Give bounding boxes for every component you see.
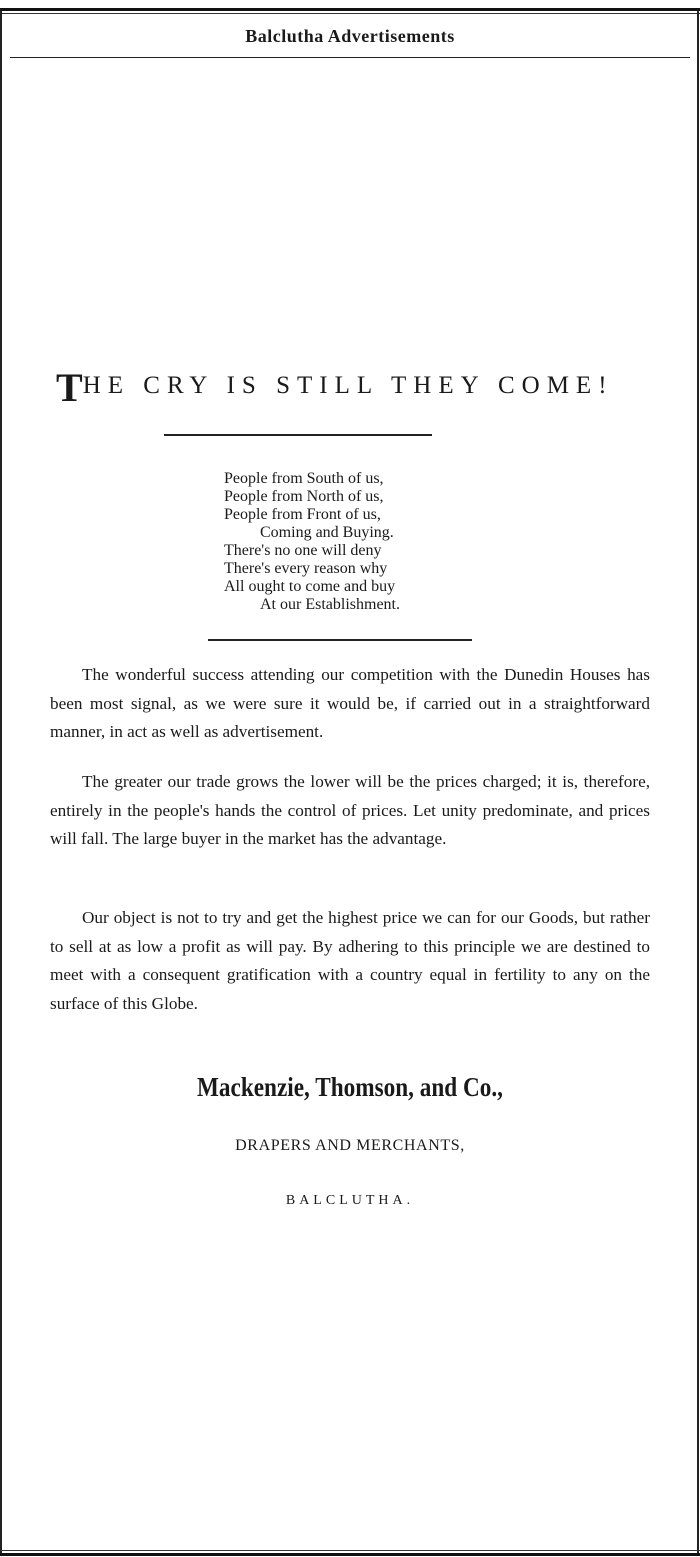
- verse-line: There's no one will deny: [224, 542, 382, 559]
- firm-location: BALCLUTHA.: [285, 1193, 415, 1208]
- verse-line: All ought to come and buy: [224, 578, 396, 595]
- verse-line: People from South of us,: [224, 470, 384, 487]
- verse-top-rule: [164, 434, 432, 436]
- verse-line: At our Establishment.: [260, 596, 400, 613]
- top-border-rule: [0, 8, 700, 11]
- body-paragraph: The greater our trade grows the lower will be the prices charged; it is, therefore, entirely in the people's hands the control of prices. Let unity predominate, and prices will fall. The large buyer in the market has the advantage.: [50, 772, 650, 848]
- firm-name: Mackenzie, Thomson, and Co.,: [197, 1072, 503, 1102]
- headline-text: HE CRY IS STILL THEY COME!: [82, 372, 614, 399]
- left-border-rule: [0, 10, 2, 1553]
- verse-bottom-rule: [208, 639, 472, 641]
- body-paragraph: Our object is not to try and get the highest price we can for our Goods, but rather to sell at as low a profit as will pay. By adhering to this principle we are destined to meet with a consequent gratification with a country equal in fertility to any on the surface of this Globe.: [50, 908, 650, 1013]
- verse-line: There's every reason why: [224, 560, 388, 577]
- body-paragraph: The wonderful success attending our competition with the Dunedin Houses has been most signal, as we were sure it would be, if carried out in a straightforward manner, in act as well as advertisement.: [50, 665, 650, 741]
- top-border-thin-rule: [0, 13, 700, 14]
- right-border-rule: [697, 10, 699, 1553]
- bottom-border-rule: [0, 1553, 700, 1556]
- headline-initial: T: [56, 365, 83, 410]
- verse-line: Coming and Buying.: [260, 524, 394, 541]
- verse-block: [224, 470, 484, 614]
- running-head-rule: [10, 57, 690, 58]
- running-head: Balclutha Advertisements: [245, 26, 455, 46]
- verse-line: People from Front of us,: [224, 506, 381, 523]
- headline: [56, 364, 656, 411]
- verse-line: People from North of us,: [224, 488, 384, 505]
- bottom-border-thin-rule: [0, 1550, 700, 1551]
- firm-trade: DRAPERS AND MERCHANTS,: [235, 1137, 465, 1154]
